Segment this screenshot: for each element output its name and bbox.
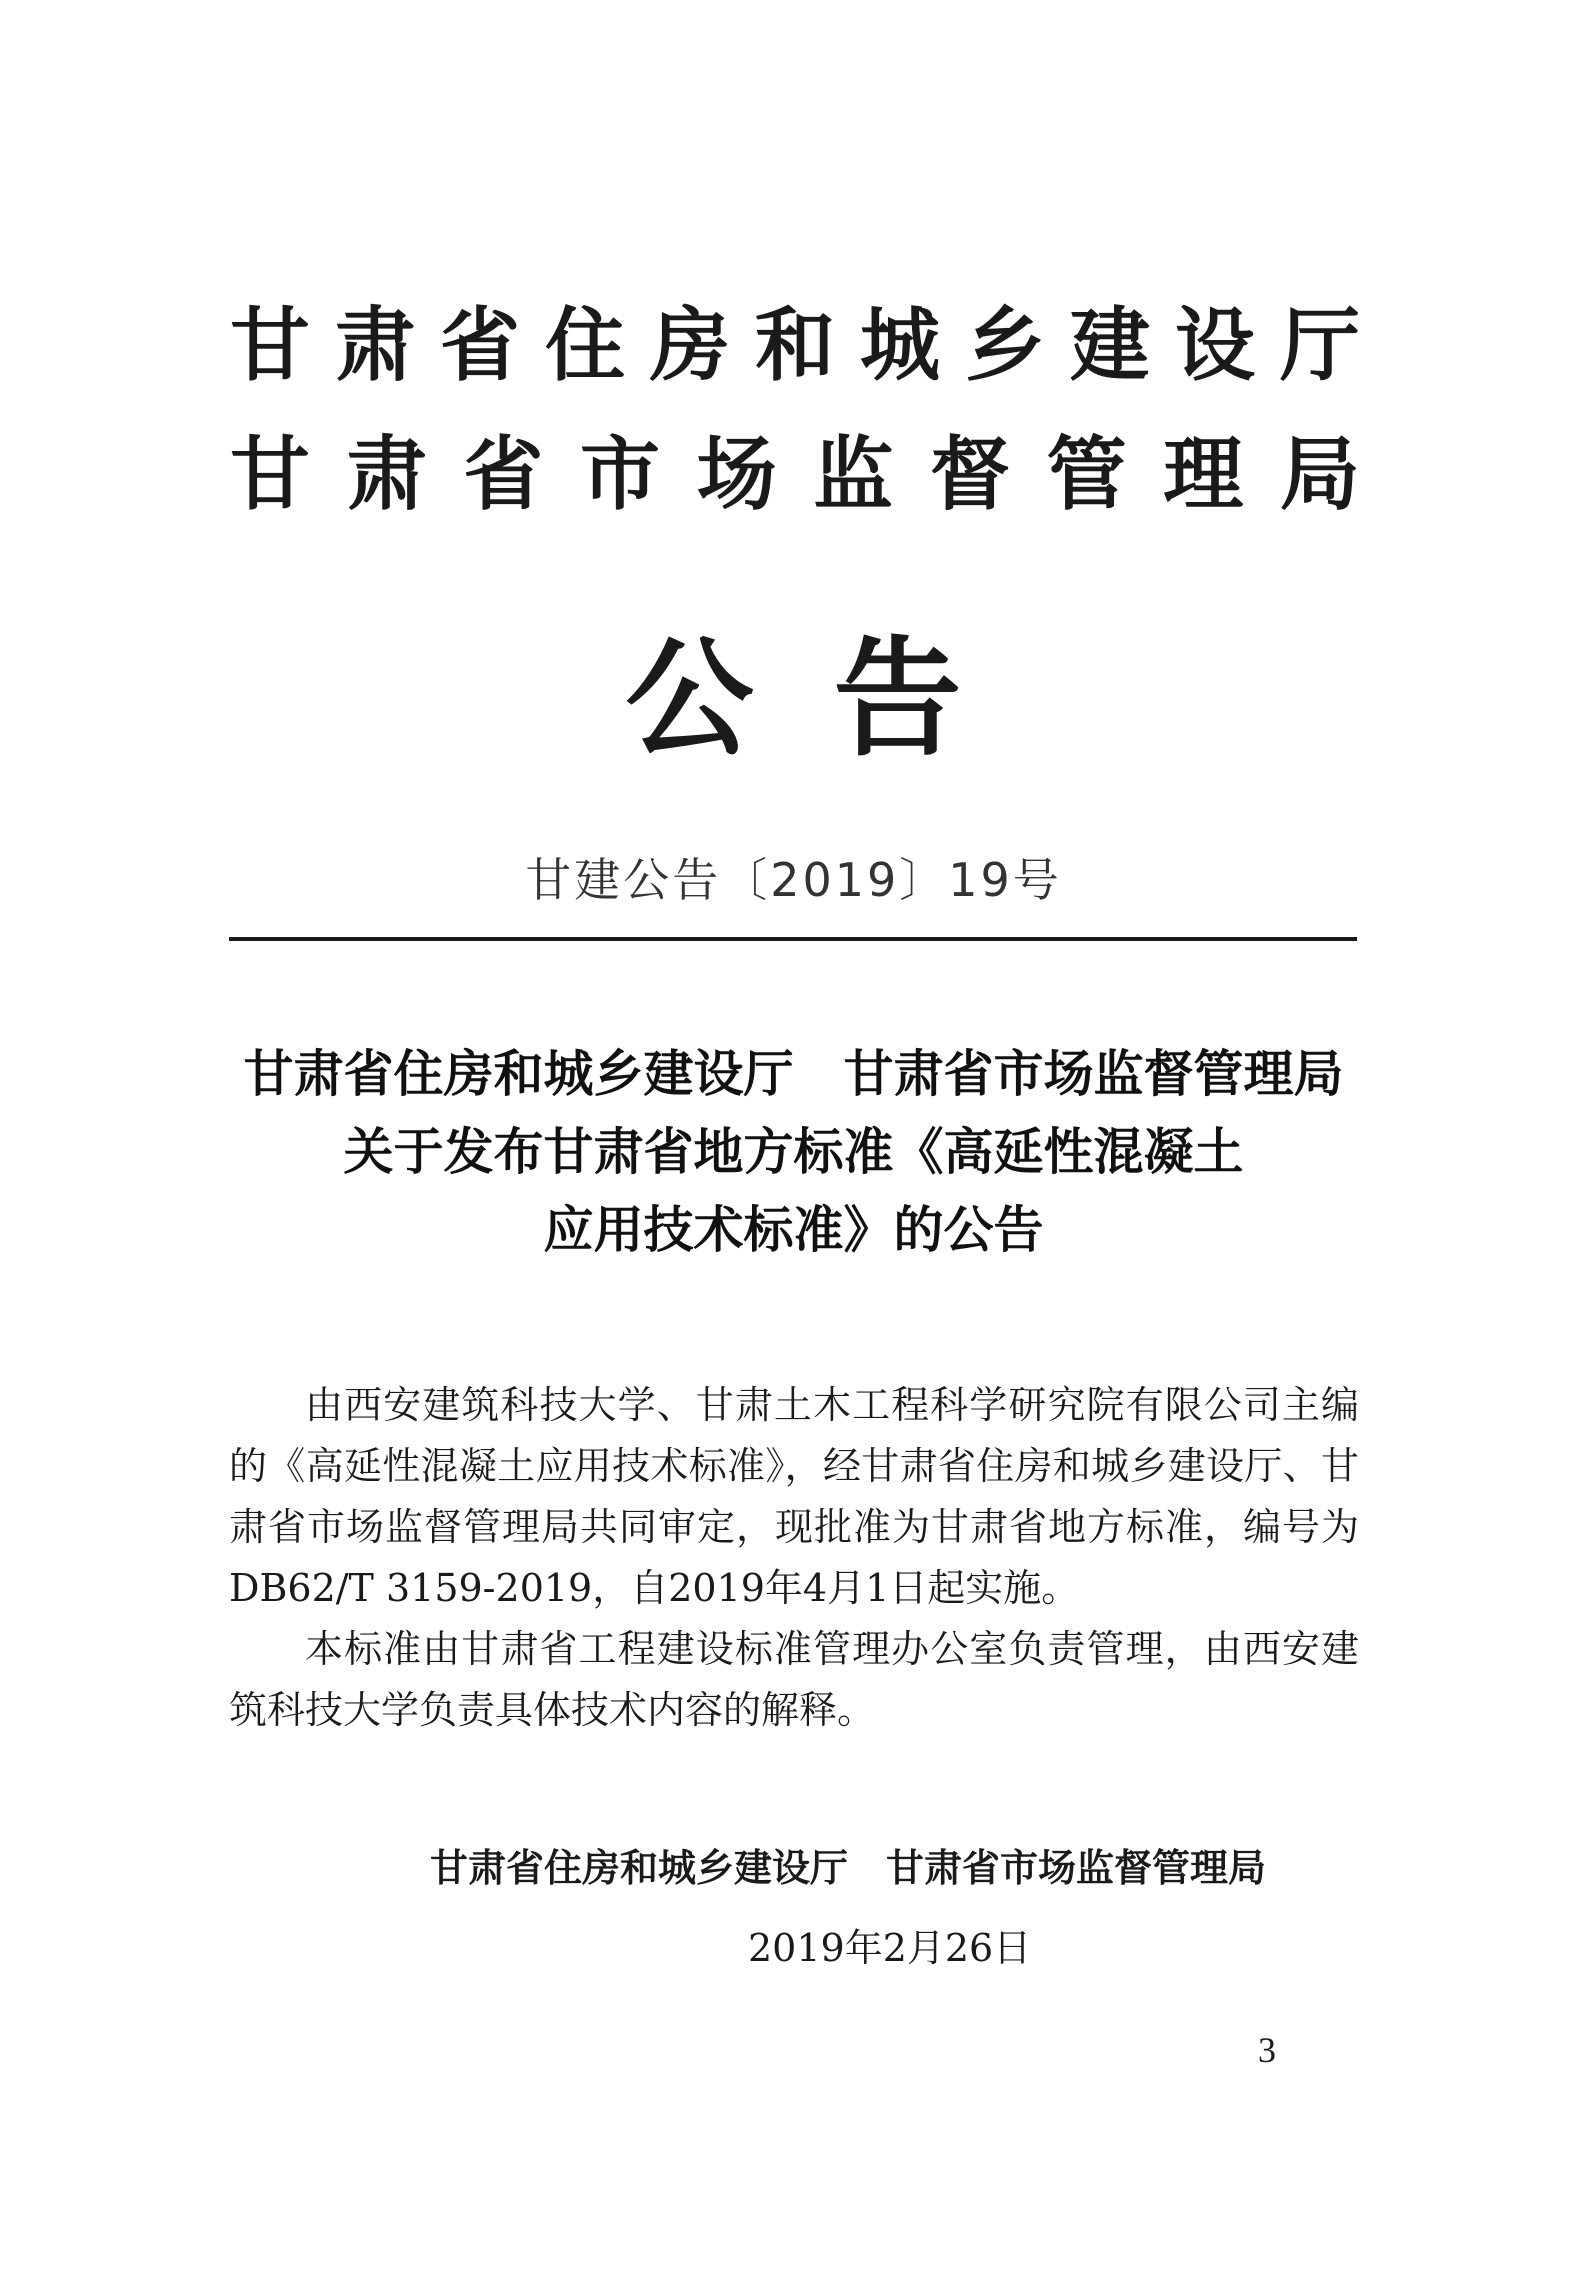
issuer-char: 管: [1046, 428, 1127, 521]
issuer-char: 监: [813, 428, 894, 521]
issuer-line-housing-department: [230, 296, 1360, 396]
issuer-char: 厅: [1280, 299, 1360, 392]
issuer-char: 场: [696, 428, 777, 521]
body-paragraph: 本标准由甘肃省工程建设标准管理办公室负责管理，由西安建筑科技大学负责具体技术内容的解释。: [229, 1627, 1359, 1732]
body-paragraph: 由西安建筑科技大学、甘肃土木工程科学研究院有限公司主编的《高延性混凝土应用技术标准》，经甘肃省住房和城乡建设厅、甘肃省市场监督管理局共同审定，现批准为甘肃省地方标准，编号为DB62/T 3159-2019，自2019年4月1日起实施。: [229, 1383, 1359, 1610]
issuer-char: 局: [1279, 428, 1360, 521]
issuer-char: 督: [929, 428, 1010, 521]
notice-body: [229, 1375, 1359, 1741]
signature-issuers: 甘肃省住房和城乡建设厅 甘肃省市场监督管理局: [430, 1846, 1267, 1890]
issuer-char: 房: [650, 299, 730, 392]
issuer-char: 肃: [335, 299, 415, 392]
issuer-char: 城: [860, 299, 940, 392]
notice-title: [0, 1035, 1587, 1269]
issuer-char: 甘: [230, 299, 310, 392]
notice-title-line: 关于发布甘肃省地方标准《高延性混凝土: [343, 1122, 1244, 1181]
issuer-char: 肃: [346, 428, 427, 521]
document-number: 甘建公告〔2019〕19号: [525, 853, 1062, 907]
page-number: 3: [1258, 2030, 1276, 2070]
issue-date: 2019年2月26日: [748, 1926, 1032, 1970]
issuer-line-market-supervision: [230, 425, 1360, 525]
notice-title-line: 甘肃省住房和城乡建设厅 甘肃省市场监督管理局: [243, 1044, 1344, 1103]
issuer-char: 乡: [965, 299, 1045, 392]
issuer-char: 省: [463, 428, 544, 521]
issuer-char: 甘: [230, 428, 310, 521]
issuer-char: 市: [579, 428, 660, 521]
document-type-heading: 公告: [625, 625, 1042, 774]
issuer-char: 省: [440, 299, 520, 392]
issuer-char: 设: [1175, 299, 1255, 392]
issuer-char: 建: [1070, 299, 1150, 392]
issuer-char: 住: [545, 299, 625, 392]
header-divider: [229, 937, 1357, 941]
issuer-char: 理: [1163, 428, 1244, 521]
notice-title-line: 应用技术标准》的公告: [543, 1200, 1044, 1259]
issuer-char: 和: [755, 299, 835, 392]
